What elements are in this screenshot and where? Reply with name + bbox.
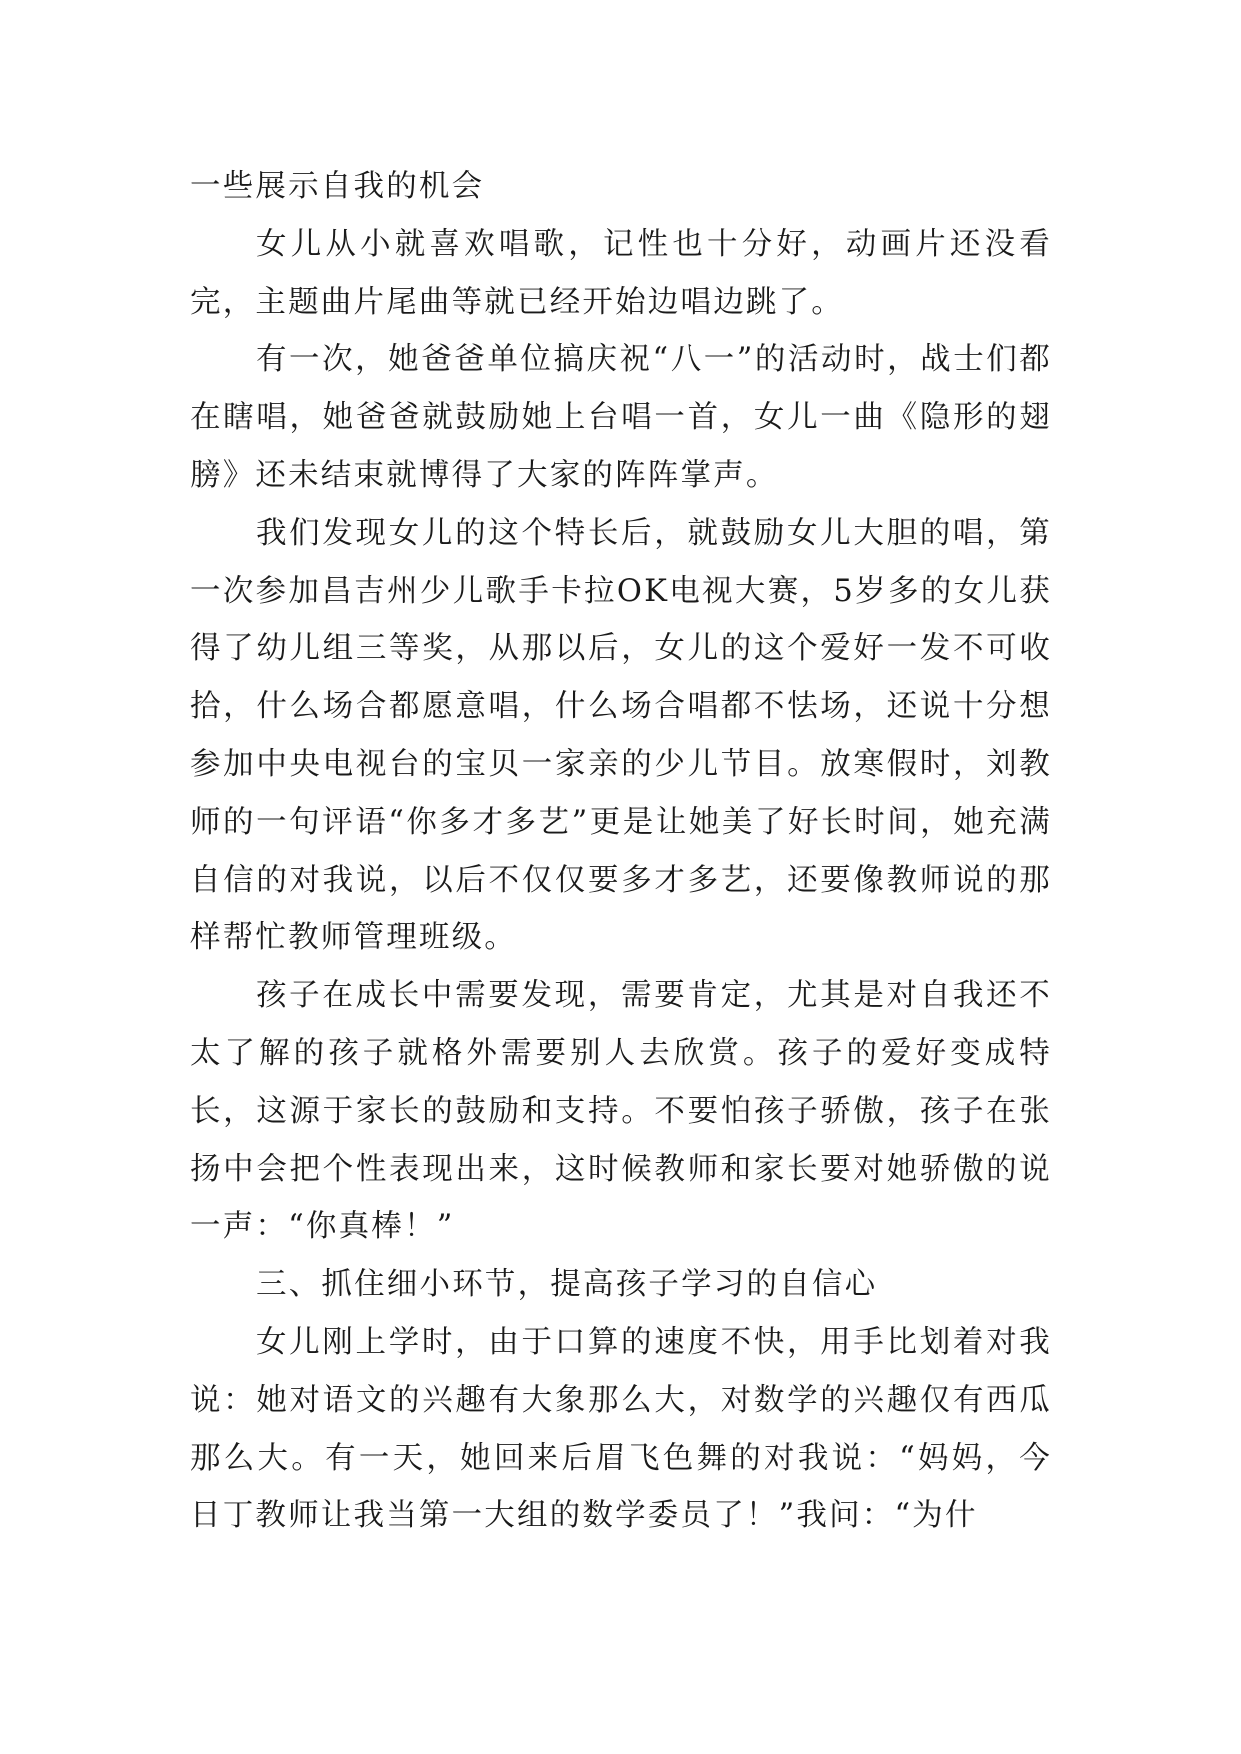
paragraph-5: 孩子在成长中需要发现，需要肯定，尤其是对自我还不太了解的孩子就格外需要别人去欣赏。孩子的爱好变成特长，这源于家长的鼓励和支持。不要怕孩子骄傲，孩子在张扬中会把个性表现出来，这时候教师和家长要对她骄傲的说一声：“你真棒！” [190,978,1052,1245]
document-body [190,158,1052,1545]
paragraph-4: 我们发现女儿的这个特长后，就鼓励女儿大胆的唱，第一次参加昌吉州少儿歌手卡拉OK电视大赛，5岁多的女儿获得了幼儿组三等奖，从那以后，女儿的这个爱好一发不可收拾，什么场合都愿意唱，什么场合唱都不怯场，还说十分想参加中央电视台的宝贝一家亲的少儿节目。放寒假时，刘教师的一句评语“你多才多艺”更是让她美了好长时间，她充满自信的对我说，以后不仅仅要多才多艺，还要像教师说的那样帮忙教师管理班级。 [190,515,1053,956]
paragraph-6: 女儿刚上学时，由于口算的速度不快，用手比划着对我说：她对语文的兴趣有大象那么大，对数学的兴趣仅有西瓜那么大。有一天，她回来后眉飞色舞的对我说：“妈妈，今日丁教师让我当第一大组的数学委员了！”我问：“为什 [190,1324,1052,1534]
paragraph-2: 女儿从小就喜欢唱歌，记性也十分好，动画片还没看完，主题曲片尾曲等就已经开始边唱边跳了。 [190,226,1052,320]
section-heading: 三、抓住细小环节，提高孩子学习的自信心 [256,1267,878,1303]
paragraph-1: 一些展示自我的机会 [190,169,485,204]
paragraph-3: 有一次，她爸爸单位搞庆祝“八一”的活动时，战士们都在瞎唱，她爸爸就鼓励她上台唱一首，女儿一曲《隐形的翅膀》还未结束就博得了大家的阵阵掌声。 [190,342,1052,493]
